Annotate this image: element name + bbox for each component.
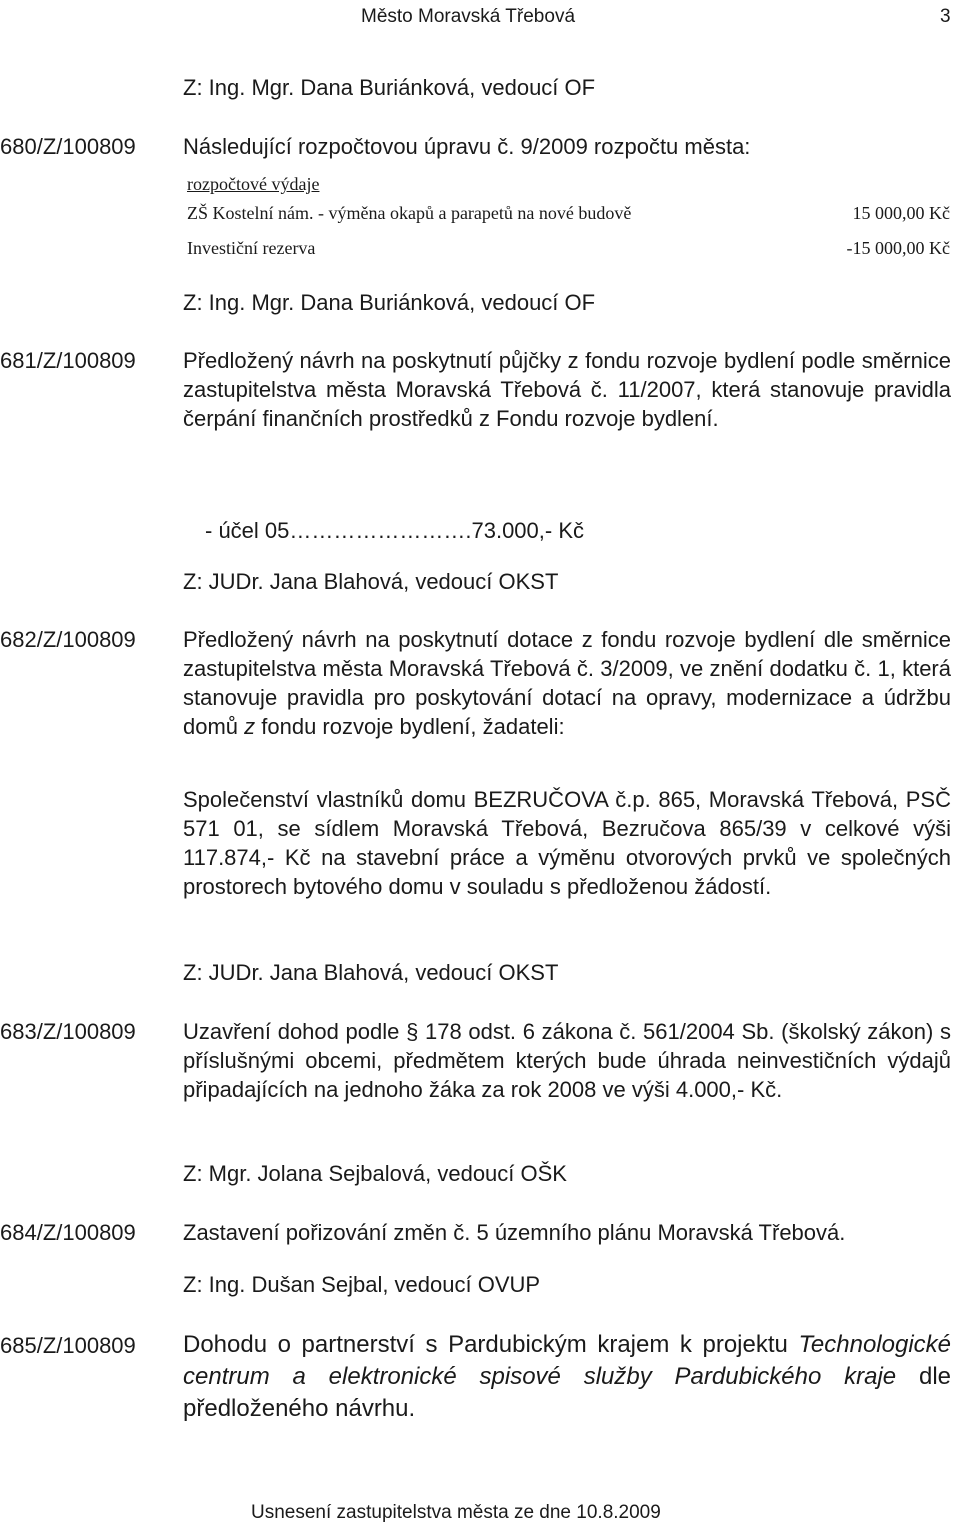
resolution-text: Následující rozpočtovou úpravu č. 9/2009 rozpočtu města:	[183, 134, 751, 159]
resolution-text	[183, 625, 951, 741]
resolution-number: 683/Z/100809	[0, 1019, 136, 1044]
responsible-person: Z: Ing. Mgr. Dana Buriánková, vedoucí OF	[183, 290, 596, 315]
page-header-title: Město Moravská Třebová	[361, 6, 576, 27]
purpose-line: - účel 05…………………….73.000,- Kč	[205, 518, 585, 543]
resolution-number: 685/Z/100809	[0, 1333, 136, 1358]
resolution-text-part: dle předloženého návrhu.	[183, 1363, 951, 1422]
responsible-person: Z: Ing. Mgr. Dana Buriánková, vedoucí OF	[183, 75, 596, 100]
resolution-number: 681/Z/100809	[0, 348, 136, 373]
resolution-number: 680/Z/100809	[0, 134, 136, 159]
resolution-text-part: Předložený návrh na poskytnutí dotace z fondu rozvoje bydlení dle směrnice zastupitelstva města Moravská Třebová č. 3/2009, ve znění dodatku č. 1, která stanovuje pravidla pro poskytování dotací na opravy, modernizace a údržbu domů	[183, 627, 951, 739]
resolution-text-part: fondu rozvoje bydlení, žadateli:	[255, 714, 565, 739]
responsible-person: Z: JUDr. Jana Blahová, vedoucí OKST	[183, 960, 559, 985]
resolution-text: Předložený návrh na poskytnutí půjčky z fondu rozvoje bydlení podle směrnice zastupitelstva města Moravská Třebová č. 11/2007, která stanovuje pravidla čerpání finančních prostředků z Fondu rozvoje bydlení.	[183, 348, 951, 431]
resolution-text: Zastavení pořizování změn č. 5 územního plánu Moravská Třebová.	[183, 1220, 846, 1245]
budget-table-heading: rozpočtové výdaje	[187, 174, 320, 194]
resolution-text: Uzavření dohod podle § 178 odst. 6 zákona č. 561/2004 Sb. (školský zákon) s příslušnými obcemi, předmětem kterých bude úhrada neinvestičních výdajů připadajících na jednoho žáka za rok 2008 ve výši 4.000,- Kč.	[183, 1019, 951, 1102]
applicant-text: Společenství vlastníků domu BEZRUČOVA č.p. 865, Moravská Třebová, PSČ 571 01, se sídlem Moravská Třebová, Bezručova 865/39 v celkové výši 117.874,- Kč na stavební práce a výměnu otvorových prvků ve společných prostorech bytového domu v souladu s předloženou žádostí.	[183, 787, 951, 899]
budget-row-label: Investiční rezerva	[187, 238, 316, 258]
responsible-person: Z: Mgr. Jolana Sejbalová, vedoucí OŠK	[183, 1161, 567, 1186]
resolution-number: 684/Z/100809	[0, 1220, 136, 1245]
budget-row-amount: 15 000,00 Kč	[852, 203, 950, 223]
resolution-text	[183, 1329, 951, 1425]
responsible-person: Z: JUDr. Jana Blahová, vedoucí OKST	[183, 569, 559, 594]
resolution-text-italic: z	[244, 714, 256, 739]
responsible-person: Z: Ing. Dušan Sejbal, vedoucí OVUP	[183, 1272, 541, 1297]
budget-row-amount: -15 000,00 Kč	[846, 238, 950, 258]
page-footer: Usnesení zastupitelstva města ze dne 10.8.2009	[251, 1502, 661, 1523]
resolution-text-part: Dohodu o partnerství s Pardubickým krajem k projektu	[183, 1331, 799, 1358]
project-name: Technologické centrum a elektronické spisové služby Pardubického kraje	[183, 1331, 951, 1390]
page-number: 3	[940, 6, 951, 27]
budget-row-label: ZŠ Kostelní nám. - výměna okapů a parapetů na nové budově	[187, 203, 632, 223]
resolution-number: 682/Z/100809	[0, 627, 136, 652]
